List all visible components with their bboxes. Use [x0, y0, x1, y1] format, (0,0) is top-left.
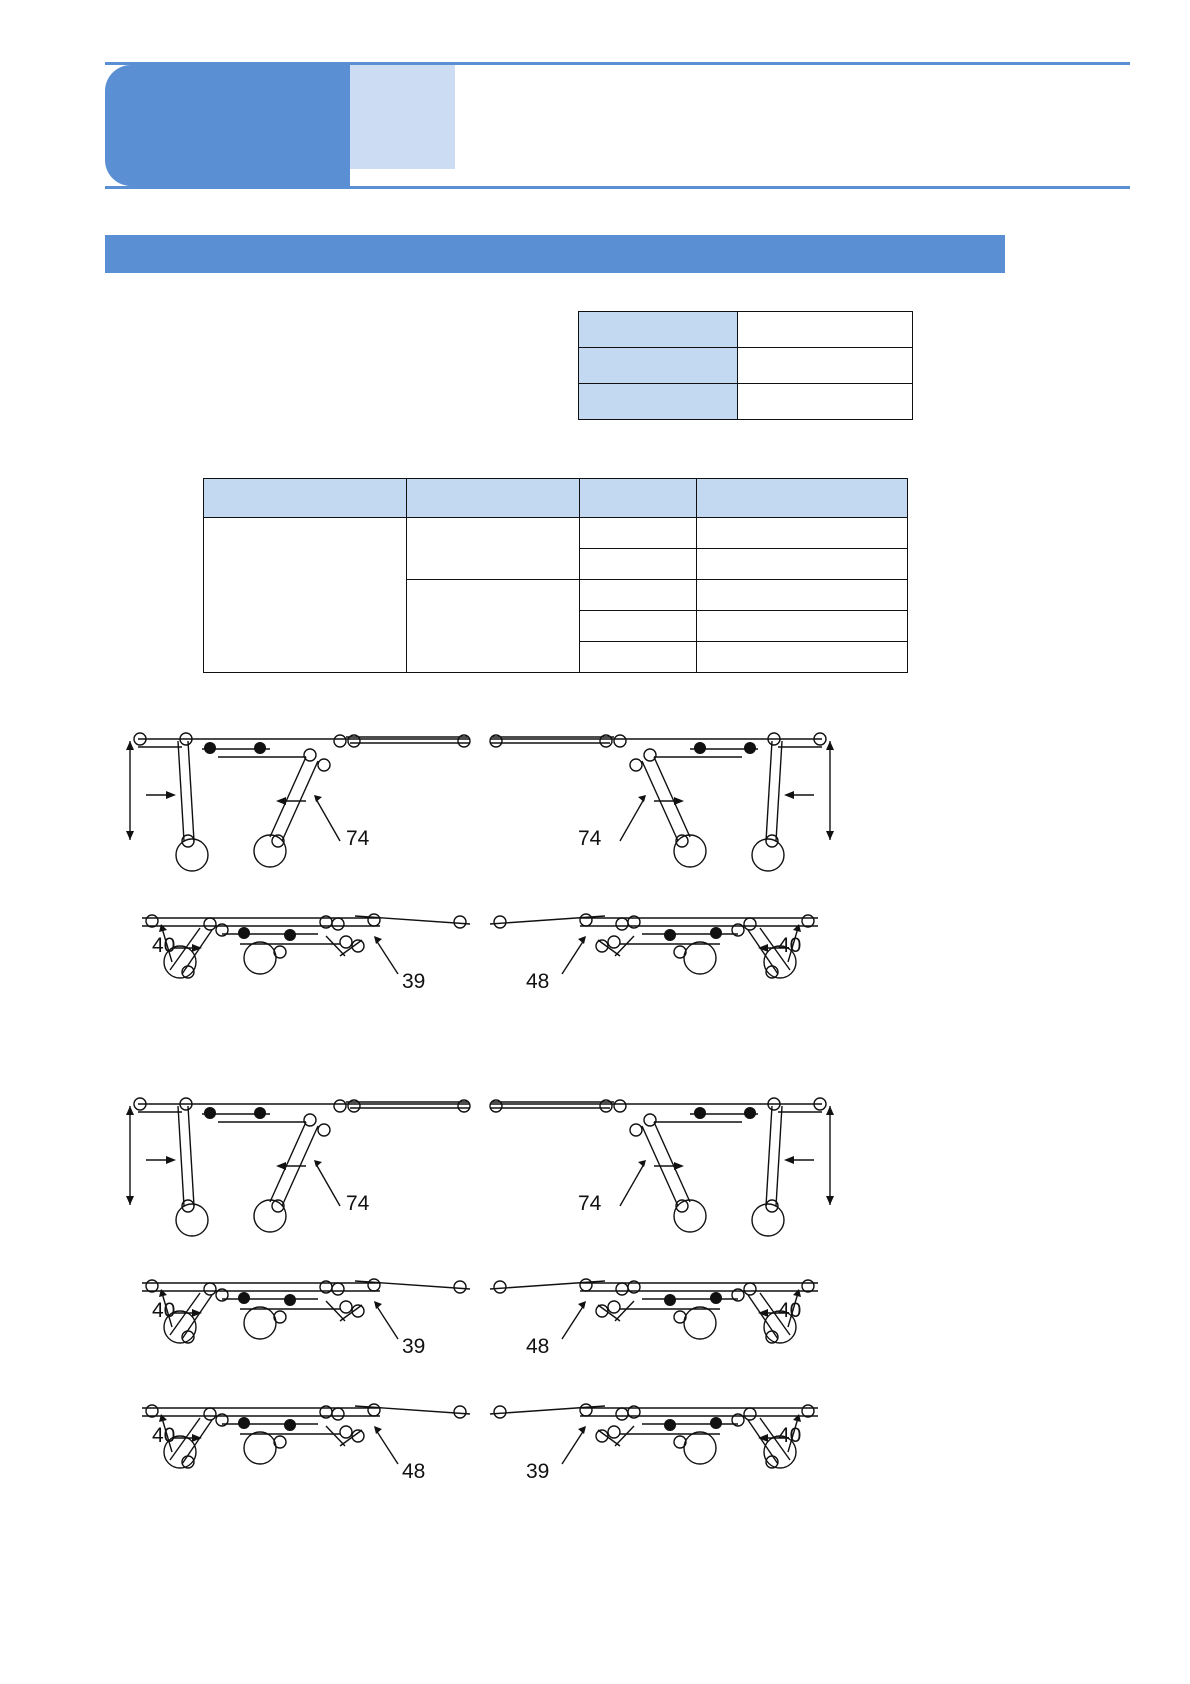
- spec-cell: [697, 611, 908, 642]
- spec-cell: [580, 611, 697, 642]
- info-key: [579, 384, 738, 420]
- spec-cell: [407, 518, 580, 580]
- table-row: [579, 384, 913, 420]
- dimension-label-74-right: 74: [578, 1192, 602, 1215]
- info-key: [579, 312, 738, 348]
- spec-cell: [697, 549, 908, 580]
- dimension-label-74-left: 74: [346, 1192, 370, 1215]
- technical-drawing-b3: [130, 1390, 830, 1500]
- dimension-label-74-left: 74: [346, 827, 370, 850]
- dimension-label-48-a: 48: [526, 1335, 550, 1358]
- technical-drawing-b2: [130, 1265, 830, 1375]
- spec-header-cell: [697, 479, 908, 518]
- dimension-label-39-a: 39: [526, 1460, 550, 1483]
- section-heading-bar: [105, 235, 1005, 273]
- table-header-row: [204, 479, 908, 518]
- spec-header-cell: [580, 479, 697, 518]
- dimension-label-40-b: 40: [778, 934, 802, 957]
- dimension-label-74-right: 74: [578, 827, 602, 850]
- dimension-label-39-a: 39: [402, 970, 426, 993]
- dimension-label-48-a: 48: [402, 1460, 426, 1483]
- dimension-label-40-a: 40: [152, 1424, 176, 1447]
- table-row: [579, 312, 913, 348]
- dimension-label-40-b: 40: [778, 1299, 802, 1322]
- technical-drawing-a1: [110, 715, 850, 875]
- info-value: [738, 312, 913, 348]
- dimension-label-48-a: 48: [526, 970, 550, 993]
- technical-drawing-a2: [130, 900, 830, 1010]
- spec-cell: [580, 580, 697, 611]
- dimension-label-39-a: 39: [402, 1335, 426, 1358]
- dimension-label-40-a: 40: [152, 1299, 176, 1322]
- table-row: [204, 518, 908, 549]
- spec-cell: [697, 642, 908, 673]
- technical-drawing-b1: [110, 1080, 850, 1240]
- spec-cell: [580, 549, 697, 580]
- header-bottom-rule: [105, 186, 1130, 189]
- spec-cell: [407, 580, 580, 673]
- info-value: [738, 384, 913, 420]
- spec-table: [203, 478, 908, 673]
- spec-header-cell: [204, 479, 407, 518]
- dimension-label-40-b: 40: [778, 1424, 802, 1447]
- spec-cell: [580, 518, 697, 549]
- dimension-label-40-a: 40: [152, 934, 176, 957]
- spec-cell: [580, 642, 697, 673]
- spec-header-cell: [407, 479, 580, 518]
- header-tab-primary: [105, 65, 350, 186]
- spec-cell: [697, 580, 908, 611]
- table-row: [579, 348, 913, 384]
- info-table: [578, 311, 913, 420]
- info-value: [738, 348, 913, 384]
- info-key: [579, 348, 738, 384]
- header-tab-secondary: [350, 65, 455, 169]
- spec-cell: [697, 518, 908, 549]
- spec-cell: [204, 518, 407, 673]
